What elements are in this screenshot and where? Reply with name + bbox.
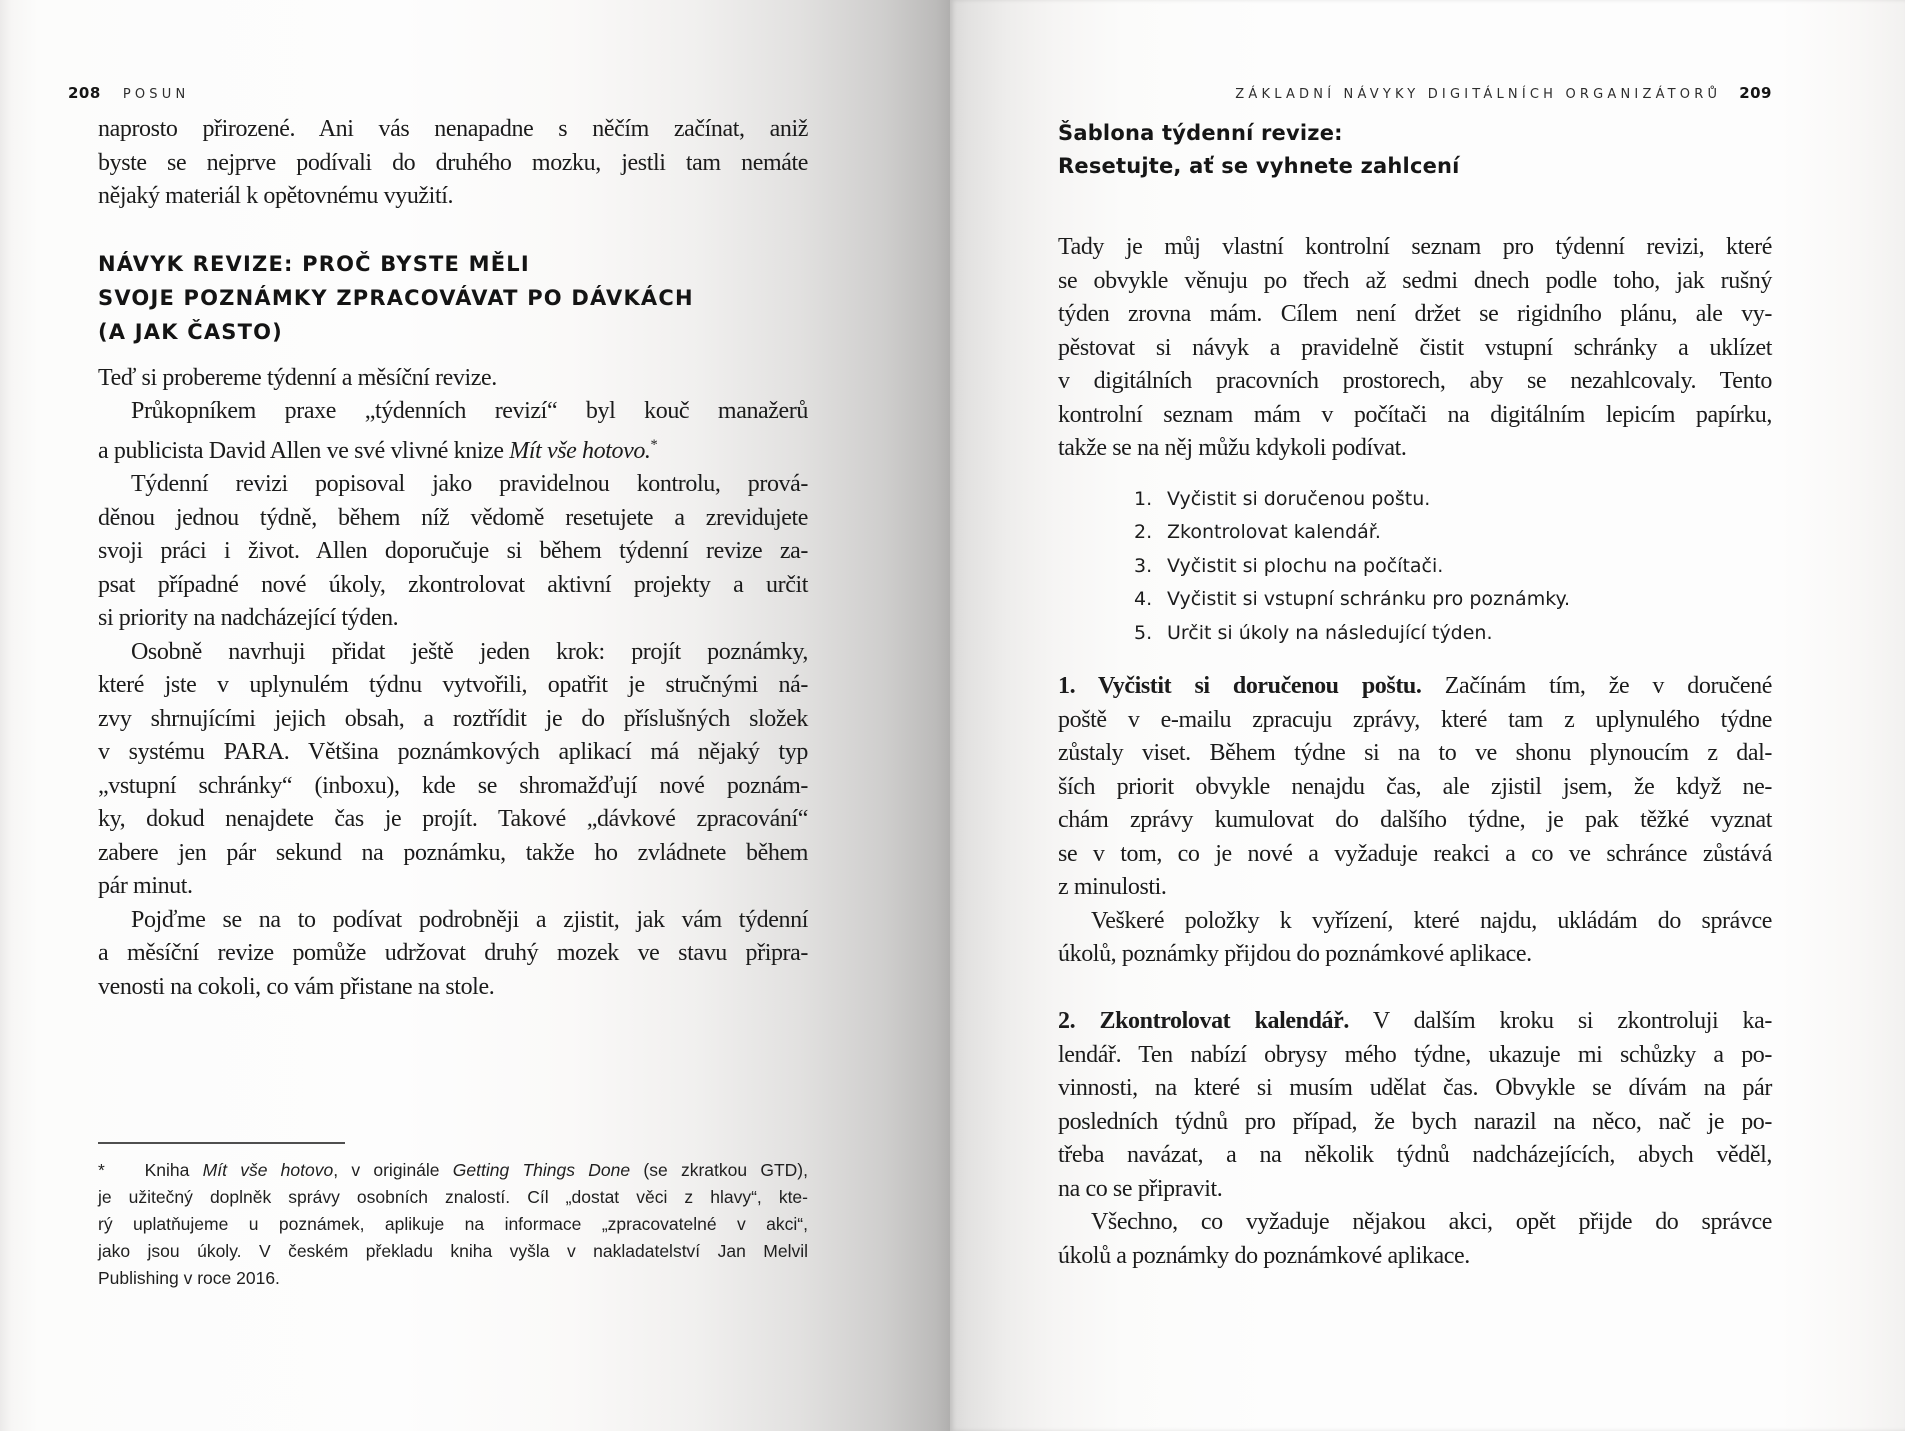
text-line: pár minut. (98, 873, 193, 899)
checklist-text: Vyčistit si doručenou poštu. (1167, 487, 1431, 510)
text-line: naprosto přirozené. Ani vás nenapadne s něčím začínat, aniž (98, 116, 808, 142)
checklist-text: Vyčistit si plochu na počítači. (1167, 554, 1444, 577)
text-line: jako jsou úkoly. V českém překladu kniha vyšla v nakladatelství Jan Melvil (98, 1241, 808, 1261)
text-line: si priority na nadcházející týden. (98, 605, 399, 631)
text-line: 2. Zkontrolovat kalendář. V dalším kroku si zkontroluji ka- (1058, 1008, 1773, 1034)
text-line: děnou jednou týdně, během níž vědomě resetujete a zrevidujete (98, 504, 808, 531)
text-line: Tady je můj vlastní kontrolní seznam pro týdenní revizi, které (1058, 234, 1772, 260)
paragraph (98, 395, 808, 468)
left-page-header (68, 84, 808, 102)
checklist-item (1134, 550, 1772, 584)
text-line: v digitálních pracovních prostorech, aby se nezahlcovaly. Tento (1058, 368, 1772, 394)
paragraph (1058, 1005, 1772, 1206)
left-page-body (98, 113, 808, 1004)
text-line: je užitečný doplněk správy osobních znalostí. Cíl „dostat věci z hlavy“, kte- (98, 1187, 808, 1207)
text-line: kontrolní seznam mám v počítači na digitálním lepicím papírku, (1058, 401, 1772, 428)
left-page (0, 0, 950, 1431)
checklist-item (1134, 583, 1772, 617)
text-line: psat případné nové úkoly, zkontrolovat aktivní projekty a určit (98, 571, 808, 598)
text-line: posledních týdnů pro případ, že bych narazil na něco, nač je po- (1058, 1108, 1772, 1135)
checklist-item (1134, 617, 1772, 651)
text-line: a měsíční revize pomůže udržovat druhý mozek ve stavu připra- (98, 940, 808, 966)
text-line: Týdenní revizi popisoval jako pravidelnou kontrolu, prová- (131, 471, 808, 497)
text-line: Osobně navrhuji přidat ještě jeden krok: projít poznámky, (131, 638, 808, 665)
checklist-number: 1. (1134, 487, 1153, 510)
text-line: zvy shrnujícími jejich obsah, a roztřídit je do příslušných složek (98, 705, 808, 732)
text-line: zabere jen pár sekund na poznámku, takže ho zvládnete během (98, 839, 808, 866)
text-line: chám zprávy kumulovat do dalšího týdne, je pak těžké vyznat (1058, 807, 1772, 833)
text-line: SVOJE POZNÁMKY ZPRACOVÁVAT PO DÁVKÁCH (98, 285, 694, 310)
text-line: Všechno, co vyžaduje nějakou akci, opět přijde do správce (1091, 1209, 1772, 1235)
text-line: poště v e-mailu zpracuju zprávy, které tam z uplynulého týdne (1058, 706, 1772, 733)
footnote-divider (98, 1142, 345, 1144)
text-line: Šablona týdenní revize: (1058, 121, 1343, 145)
text-line: * Kniha Mít vše hotovo, v originále Getting Things Done (se zkratkou GTD), (98, 1160, 808, 1180)
text-line: v systému PARA. Většina poznámkových aplikací má nějaký typ (98, 739, 808, 765)
text-line: Resetujte, ať se vyhnete zahlcení (1058, 154, 1460, 178)
text-line: venosti na cokoli, co vám přistane na stole. (98, 973, 495, 1000)
text-line: úkolů a poznámky do poznámkové aplikace. (1058, 1242, 1470, 1269)
weekly-review-checklist (1058, 483, 1772, 651)
text-line: na co se připravit. (1058, 1175, 1223, 1202)
paragraph (98, 362, 808, 396)
text-line: a publicista David Allen ve své vlivné knize Mít vše hotovo.* (98, 436, 658, 464)
checklist-number: 2. (1134, 521, 1153, 543)
checklist-item (1134, 516, 1772, 550)
text-line: (A JAK ČASTO) (98, 319, 283, 344)
text-line: ky, dokud nenajdete čas je projít. Takové „dávkové zpracování“ (98, 806, 808, 832)
paragraph (98, 636, 808, 904)
page-number: 208 (68, 84, 101, 102)
text-line: pěstovat si návyk a pravidelně čistit vstupní schránky a uklízet (1058, 334, 1772, 361)
text-line: se v tom, co je nové a vyžaduje reakci a co ve schránce zůstává (1058, 840, 1772, 867)
text-line: které jste v uplynulém týdnu vytvořili, opatřit je stručnými ná- (98, 672, 808, 698)
running-head: ZÁKLADNÍ NÁVYKY DIGITÁLNÍCH ORGANIZÁTORŮ (1235, 87, 1722, 102)
text-line: takže se na něj můžu kdykoli podívat. (1058, 435, 1407, 461)
text-line: zůstaly viset. Během týdne si na to ve shonu plynoucím z dal- (1058, 740, 1772, 766)
text-line: „vstupní schránky“ (inboxu), kde se shromažďují nové poznám- (98, 772, 808, 799)
text-line: Průkopníkem praxe „týdenních revizí“ byl kouč manažerů (131, 398, 808, 424)
checklist-text: Určit si úkoly na následující týden. (1167, 621, 1493, 644)
checklist-number: 5. (1134, 621, 1153, 644)
text-line: z minulosti. (1058, 874, 1167, 900)
page-number: 209 (1739, 84, 1772, 102)
text-line: nějaký materiál k opětovnému využití. (98, 183, 454, 209)
text-line: Veškeré položky k vyřízení, které najdu, ukládám do správce (1091, 907, 1772, 934)
section-heading (98, 247, 808, 349)
text-line: týden zrovna mám. Cílem není držet se rigidního plánu, ale vy- (1058, 301, 1772, 327)
right-page-text (1058, 231, 1772, 1273)
paragraph (1058, 670, 1772, 905)
checklist-item (1134, 483, 1772, 517)
right-page-header (1008, 84, 1772, 102)
text-line: úkolů, poznámky přijdou do poznámkové aplikace. (1058, 941, 1532, 967)
footnote (98, 1142, 808, 1292)
text-line: lendář. Ten nabízí obrysy mého týdne, ukazuje mi schůzky a po- (1058, 1041, 1772, 1068)
text-line: Publishing v roce 2016. (98, 1268, 280, 1288)
text-line: vinnosti, na které si musím udělat čas. Obvykle se dívám na pár (1058, 1075, 1772, 1101)
checklist-text: Vyčistit si vstupní schránku pro poznámky. (1167, 588, 1571, 610)
checklist-number: 4. (1134, 588, 1153, 610)
subsection-heading (1058, 117, 1772, 183)
paragraph (1058, 231, 1772, 466)
checklist-number: 3. (1134, 554, 1153, 577)
text-line: se obvykle věnuju po třech až sedmi dnech podle toho, jak rušný (1058, 267, 1772, 294)
checklist-text: Zkontrolovat kalendář. (1167, 521, 1381, 543)
text-line: svoji práci i život. Allen doporučuje si během týdenní revize za- (98, 538, 808, 564)
right-page (950, 0, 1905, 1431)
footnote-text (98, 1157, 808, 1292)
running-head: POSUN (122, 87, 190, 102)
text-line: rý uplatňujeme u poznámek, aplikuje na informace „zpracovatelné v akci“, (98, 1214, 808, 1234)
paragraph (1058, 905, 1772, 972)
text-line: NÁVYK REVIZE: PROČ BYSTE MĚLI (98, 251, 530, 276)
text-line: ších priorit obvykle nenajdu čas, ale zjistil jsem, že když ne- (1058, 773, 1772, 800)
text-line: byste se nejprve podívali do druhého mozku, jestli tam nemáte (98, 149, 808, 176)
right-page-body (1058, 117, 1772, 1273)
paragraph (98, 904, 808, 1005)
text-line: Teď si probereme týdenní a měsíční revize. (98, 364, 497, 391)
text-line: 1. Vyčistit si doručenou poštu. Začínám tím, že v doručené (1058, 673, 1772, 699)
paragraph (1058, 1206, 1772, 1273)
text-line: třeba navázat, a na několik týdnů nadcházejících, abych věděl, (1058, 1142, 1772, 1168)
paragraph (98, 468, 808, 636)
paragraph (98, 113, 808, 214)
text-line: Pojďme se na to podívat podrobněji a zjistit, jak vám týdenní (131, 906, 808, 933)
